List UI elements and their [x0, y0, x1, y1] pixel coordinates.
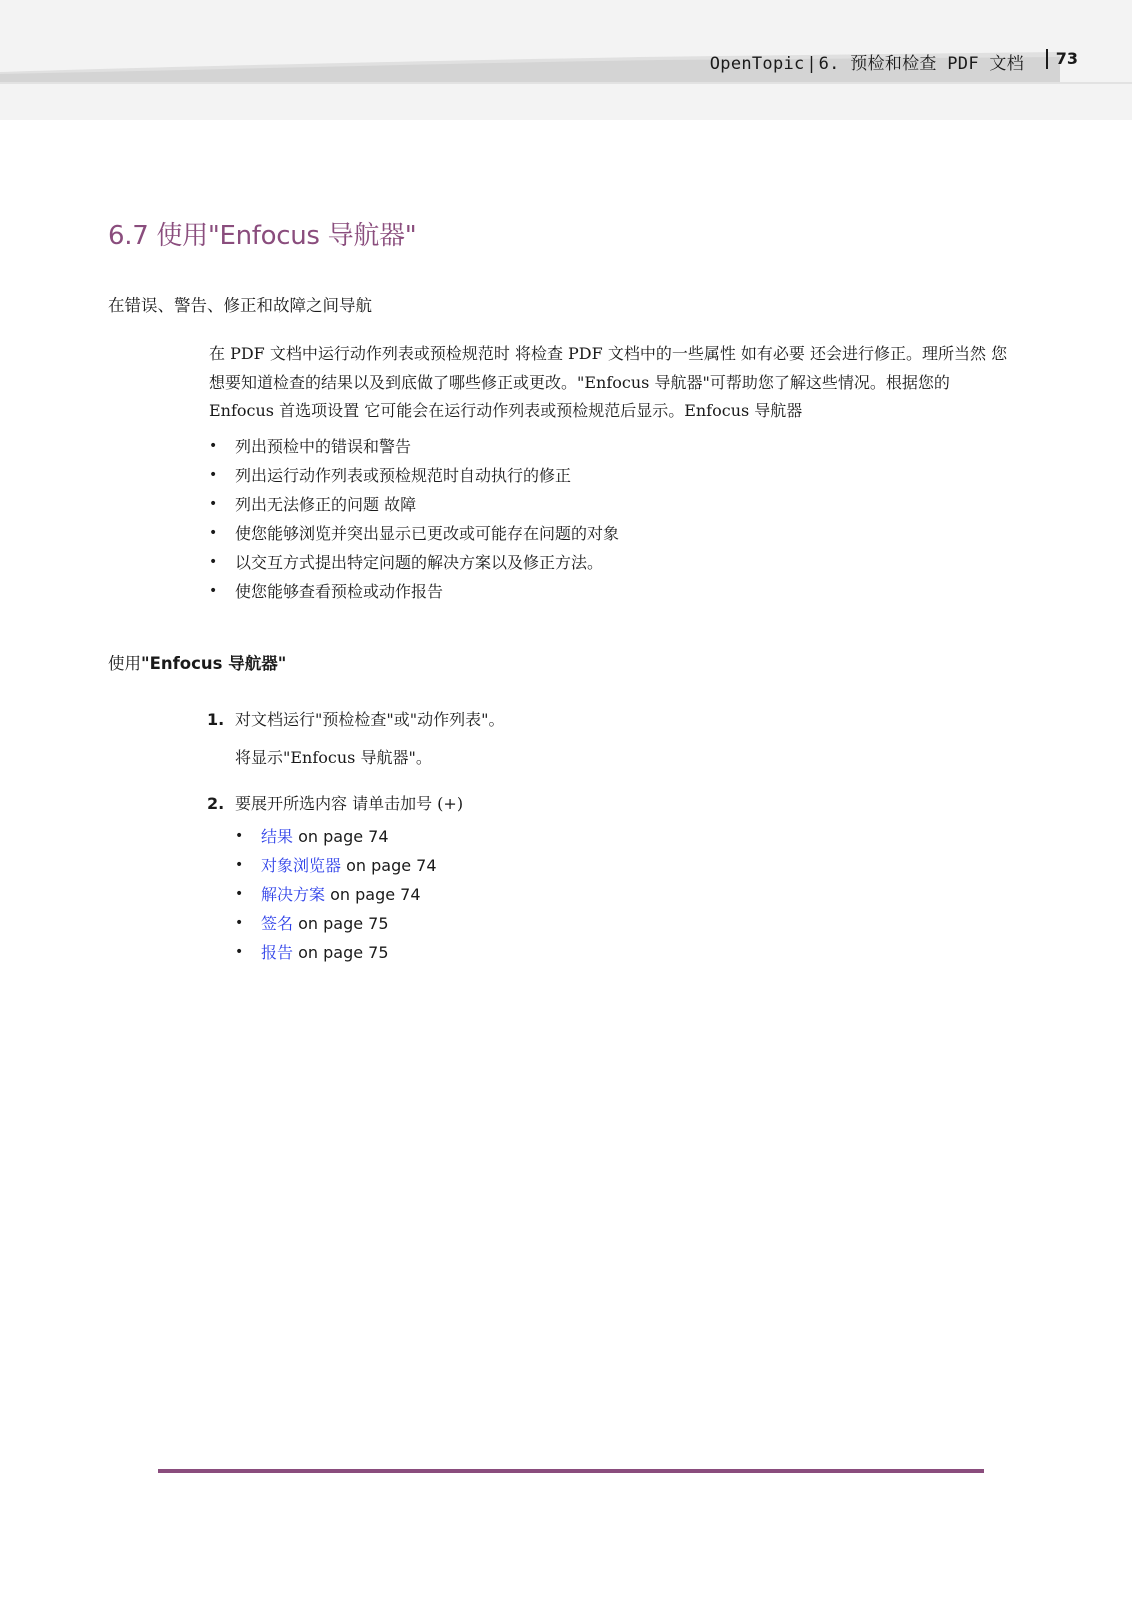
bullet-icon: •	[235, 857, 244, 873]
related-links	[235, 822, 1007, 967]
page-ref: on page 74	[330, 885, 421, 904]
link-results[interactable]: 结果	[261, 827, 294, 846]
footer-rule	[158, 1469, 984, 1473]
list-item	[235, 938, 1007, 967]
feature-list	[209, 432, 1009, 606]
bullet-icon: •	[209, 466, 218, 483]
list-item	[209, 461, 1009, 490]
step-text: 要展开所选内容 请单击加号 (+)	[235, 794, 464, 813]
step-text: 对文档运行"预检检查"或"动作列表"。	[235, 710, 505, 729]
step-number: 2.	[207, 794, 225, 813]
usage-heading	[108, 650, 286, 674]
step-result: 将显示"Enfocus 导航器"。	[235, 748, 432, 767]
bullet-icon: •	[209, 582, 218, 599]
page-ref: on page 74	[346, 856, 437, 875]
header-chapter: 6. 预检和检查 PDF 文档	[818, 54, 1024, 74]
bullet-icon: •	[209, 495, 218, 512]
list-item-text: 使您能够浏览并突出显示已更改或可能存在问题的对象	[235, 523, 620, 543]
usage-heading-prefix: 使用	[108, 654, 141, 673]
bullet-icon: •	[235, 886, 244, 902]
running-header	[710, 49, 1024, 74]
list-item	[235, 851, 1007, 880]
step-number: 1.	[207, 710, 225, 729]
list-item-text: 使您能够查看预检或动作报告	[235, 581, 444, 601]
list-item-text: 列出无法修正的问题 故障	[235, 494, 417, 514]
bullet-icon: •	[235, 828, 244, 844]
list-item	[235, 909, 1007, 938]
list-item	[209, 490, 1009, 519]
link-reports[interactable]: 报告	[261, 943, 294, 962]
link-signatures[interactable]: 签名	[261, 914, 294, 933]
bullet-icon: •	[235, 915, 244, 931]
bullet-icon: •	[209, 524, 218, 541]
step-1	[207, 706, 1007, 772]
bullet-icon: •	[235, 944, 244, 960]
page-number: 73	[1046, 49, 1078, 69]
usage-heading-strong: "Enfocus 导航器"	[141, 654, 287, 673]
section-subtitle: 在错误、警告、修正和故障之间导航	[108, 296, 372, 315]
list-item	[209, 519, 1009, 548]
page-ref: on page 75	[298, 943, 389, 962]
list-item	[209, 432, 1009, 461]
header-doc-name: OpenTopic	[709, 54, 805, 74]
list-item	[209, 548, 1009, 577]
header-separator: |	[808, 54, 815, 74]
link-object-browser[interactable]: 对象浏览器	[261, 856, 342, 875]
step-2	[207, 790, 1007, 967]
procedure-steps	[207, 706, 1007, 967]
section-title: 6.7 使用"Enfocus 导航器"	[108, 221, 417, 251]
page-header	[0, 0, 1132, 120]
list-item	[209, 577, 1009, 606]
list-item	[235, 822, 1007, 851]
list-item-text: 列出预检中的错误和警告	[235, 436, 412, 456]
page-ref: on page 75	[298, 914, 389, 933]
list-item	[235, 880, 1007, 909]
bullet-icon: •	[209, 553, 218, 570]
bullet-icon: •	[209, 437, 218, 454]
list-item-text: 列出运行动作列表或预检规范时自动执行的修正	[235, 465, 572, 485]
list-item-text: 以交互方式提出特定问题的解决方案以及修正方法。	[235, 552, 604, 572]
intro-paragraph: 在 PDF 文档中运行动作列表或预检规范时 将检查 PDF 文档中的一些属性 如有必要 还会进行修正。理所当然 您想要知道检查的结果以及到底做了哪些修正或更改。"Enfocus 导航器"可帮助您了解这些情况。根据您的 Enfocus 首选项设置 它可能会在运行动作列表或预检规范后显示。Enfocus 导航器	[209, 344, 1008, 420]
link-solutions[interactable]: 解决方案	[261, 885, 326, 904]
body-block	[209, 340, 1009, 606]
page-ref: on page 74	[298, 827, 389, 846]
